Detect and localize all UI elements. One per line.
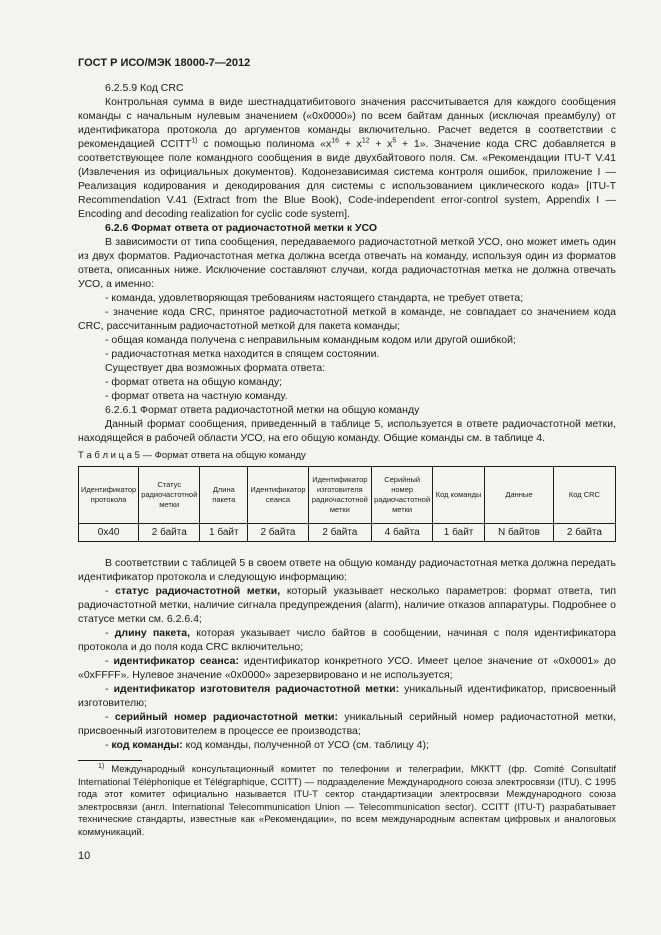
table-header-row — [79, 467, 616, 524]
table-cell: 2 байта — [139, 524, 200, 542]
field-description-item — [78, 654, 616, 682]
list-item: - команда, удовлетворяющая требованиям настоящего стандарта, не требует ответа; — [105, 292, 524, 304]
poly-plus-1: + x — [339, 138, 362, 150]
item-dash: - — [105, 683, 114, 695]
section-heading-6261: 6.2.6.1 Формат ответа радиочастотной метки на общую команду — [105, 404, 420, 416]
document-body — [78, 56, 616, 863]
table-cell: 0x40 — [79, 524, 139, 542]
poly-plus-2: + x — [369, 138, 393, 150]
item-text: уникальный идентификатор, присвоенный изготовителю; — [78, 683, 616, 709]
item-term: серийный номер радиочастотной метки: — [114, 711, 339, 723]
item-text: код команды, полученной от УСО (см. таблицу 4); — [182, 739, 429, 751]
footnote-divider — [78, 760, 142, 761]
after-table-intro: В соответствии с таблицей 5 в своем ответе на общую команду радиочастотная метка должна передать идентификатор протокола и следующую информацию: — [78, 557, 616, 583]
footnote — [78, 764, 616, 839]
table5-intro-paragraph: Данный формат сообщения, приведенный в таблице 5, используется в ответе радиочастотной метки, находящейся в рабочей области УСО, на его общую команду. Общие команды см. в таблице 4. — [78, 418, 616, 444]
col-header-packet-length: Длина пакета — [200, 467, 248, 524]
table-cell: 2 байта — [308, 524, 372, 542]
page-number: 10 — [78, 850, 91, 862]
formats-intro: Существует два возможных формата ответа: — [105, 362, 326, 374]
table-cell: 1 байт — [433, 524, 485, 542]
item-dash: - — [105, 711, 115, 723]
col-header-data: Данные — [485, 467, 554, 524]
poly-exp-2: 12 — [361, 137, 370, 145]
item-dash: - — [105, 655, 114, 667]
document-header: ГОСТ Р ИСО/МЭК 18000-7—2012 — [78, 57, 251, 69]
table-cell: N байтов — [485, 524, 554, 542]
list-item: - общая команда получена с неправильным командным кодом или другой ошибкой; — [105, 334, 516, 346]
col-header-crc: Код CRC — [553, 467, 615, 524]
item-term: статус радиочастотной метки, — [115, 585, 281, 597]
poly-exp-1: 16 — [331, 137, 340, 145]
response-format-table — [78, 466, 616, 542]
field-description-item — [78, 682, 616, 710]
table-cell: 1 байт — [200, 524, 248, 542]
item-dash: - — [105, 739, 112, 751]
table-caption: Т а б л и ц а 5 — Формат ответа на общую команду — [78, 450, 306, 461]
col-header-protocol-id: Идентификатор протокола — [79, 467, 139, 524]
col-header-session-id: Идентификатор сеанса — [248, 467, 308, 524]
table-row — [79, 524, 616, 542]
table-cell: 4 байта — [372, 524, 433, 542]
table-cell: 2 байта — [248, 524, 308, 542]
col-header-tag-status: Статус радиочастотной метки — [139, 467, 200, 524]
section-heading-626: 6.2.6 Формат ответа от радиочастотной метки к УСО — [105, 222, 378, 234]
item-term: код команды: — [111, 739, 183, 751]
item-text: который указывает несколько параметров: формат ответа, тип радиочастотной метки, наличие сигнала предупреждения (alarm), наличие отказов аппаратуры. Подробнее о статусе метки см. 6.2.6.4; — [78, 585, 617, 625]
crc-paragraph — [78, 95, 616, 221]
field-description-item — [78, 626, 616, 654]
item-text: уникальный серийный номер радиочастотной метки, присвоенный изготовителем в процессе ее производства; — [78, 711, 616, 737]
item-dash: - — [105, 627, 115, 639]
footnote-ref[interactable]: 1) — [191, 137, 198, 145]
field-description-item — [78, 710, 616, 738]
col-header-serial-number: Серийный номер радиочастотной метки — [372, 467, 433, 524]
response-format-paragraph: В зависимости от типа сообщения, передаваемого радиочастотной меткой УСО, оно может иметь один из двух форматов. Радиочастотная метка должна всегда отвечать на команду, используя один из форматов ответа, описанных ниже. Исключение составляют случаи, когда радиочастотная метка не должна отвечать УСО, а именно: — [78, 236, 616, 290]
item-term: длину пакета, — [114, 627, 191, 639]
item-term: идентификатор сеанса: — [113, 655, 239, 667]
crc-text-b: с помощью полинома «x — [197, 138, 332, 150]
section-heading-6259: 6.2.5.9 Код CRC — [105, 82, 184, 94]
table-cell: 2 байта — [553, 524, 615, 542]
footnote-mark: 1) — [98, 762, 105, 770]
list-item: - формат ответа на частную команду. — [105, 390, 288, 402]
col-header-manufacturer-id: Идентификатор изготовителя радиочастотной метки — [308, 467, 372, 524]
field-description-item — [78, 738, 616, 752]
item-text: которая указывает число байтов в сообщении, начиная с поля идентификатора протокола и до поля кода CRC включительно; — [78, 627, 616, 653]
col-header-command-code: Код команды — [433, 467, 485, 524]
item-term: идентификатор изготовителя радиочастотной метки: — [113, 683, 400, 695]
footnote-text: Международный консультационный комитет по телефонии и телеграфии, МККТТ (фр. Comité Consultatif International Téléphonique et Télégraphique, CCITT) — подразделение Международного союза электросвязи (ITU). С 1995 года этот комитет официально называется ITU-T сектор стандартизации электросвязи Международного союза электросвязи (англ. International Telecommunication Union — Telecommunication sector). CCITT (ITU-T) разрабатывает технические стандарты, известные как «Рекомендации», по всем международным аспектам цифровых и аналоговых коммуникаций. — [78, 764, 616, 838]
list-item: - формат ответа на общую команду; — [105, 376, 283, 388]
crc-text-c: + 1». Значение кода CRC добавляется в соответствующее поле командного сообщения в виде двухбайтового поля. См. «Рекомендации ITU-T V.41 (Извлечения из официальных документов). Кодонезависимая система контроля ошибок, приложение I — Реализация кодирования и декодирования для системы с использованием циклического кода» [ITU-T Recommendation V.41 (Extract from the Blue Book), Code-independent error-control system, Appendix I — Encoding and decoding realization for cyclic code system]. — [78, 138, 617, 220]
list-item: - радиочастотная метка находится в спящем состоянии. — [105, 348, 380, 360]
list-item: - значение кода CRC, принятое радиочастотной меткой в команде, не совпадает со значением кода CRC, рассчитанным радиочастотной меткой для пакета команды; — [78, 306, 616, 332]
item-text: идентификатор конкретного УСО. Имеет целое значение от «0x0001» до «0xFFFF». Нулевое значение «0x0000» зарезервировано и не используется; — [78, 655, 616, 681]
item-dash: - — [105, 585, 116, 597]
field-description-item — [78, 584, 616, 626]
poly-exp-3: 5 — [392, 137, 397, 145]
crc-text-a: Контрольная сумма в виде шестнадцатибитового значения рассчитывается для каждого сообщения команды с начальным нулевым значением («0х0000») по всем байтам данных (исключая преамбулу) от идентификатора протокола до аргументов команды включительно. Расчет ведется в соответствии с рекомендацией CCITT — [78, 96, 616, 150]
